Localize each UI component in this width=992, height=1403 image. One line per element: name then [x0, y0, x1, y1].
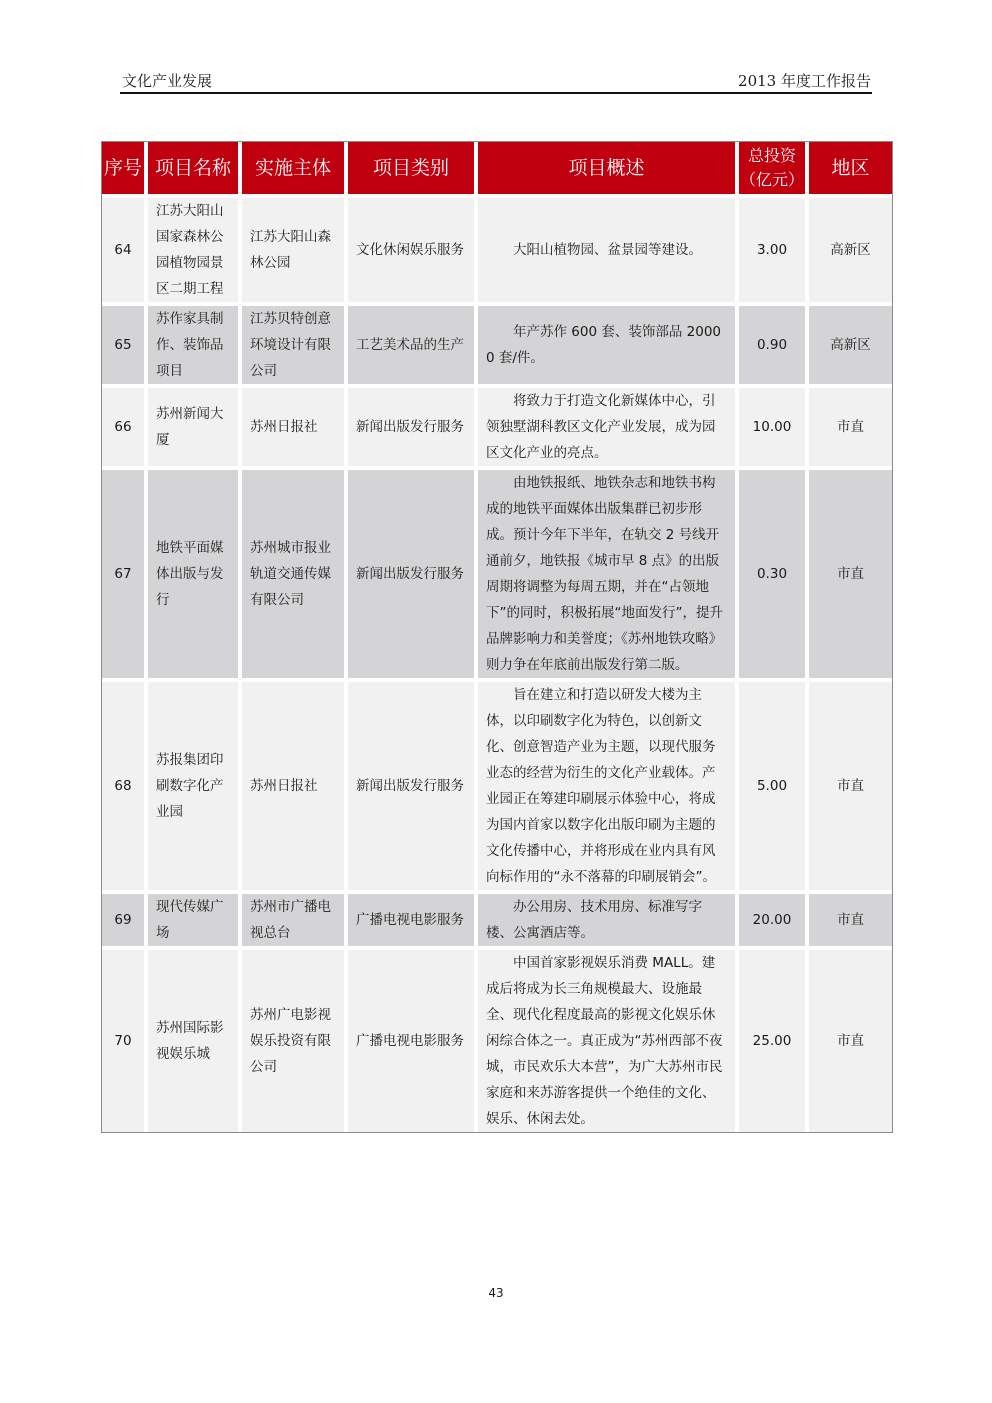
cell-name: 苏州新闻大厦: [148, 388, 242, 470]
page-number: 43: [488, 1286, 504, 1300]
cell-org: 江苏贝特创意环境设计有限公司: [242, 306, 348, 388]
cell-investment: 25.00: [739, 950, 809, 1132]
cell-investment: 10.00: [739, 388, 809, 470]
cell-region: 市直: [809, 470, 892, 682]
header-divider: [120, 92, 872, 94]
cell-no: 68: [102, 682, 148, 894]
cell-org: 苏州日报社: [242, 388, 348, 470]
cell-name: 苏作家具制作、装饰品项目: [148, 306, 242, 388]
cell-category: 广播电视电影服务: [348, 894, 478, 950]
table-row: [102, 894, 892, 950]
cell-org: 苏州广电影视娱乐投资有限公司: [242, 950, 348, 1132]
col-header-name: 项目名称: [148, 142, 242, 198]
cell-org: 江苏大阳山森林公园: [242, 198, 348, 306]
col-header-category: 项目类别: [348, 142, 478, 198]
cell-no: 64: [102, 198, 148, 306]
col-header-no: 序号: [102, 142, 148, 198]
col-header-region: 地区: [809, 142, 892, 198]
cell-category: 新闻出版发行服务: [348, 470, 478, 682]
cell-summary: 年产苏作 600 套、装饰部品 20000 套/件。: [478, 306, 739, 388]
cell-summary: 将致力于打造文化新媒体中心，引领独墅湖科教区文化产业发展，成为园区文化产业的亮点。: [478, 388, 739, 470]
cell-region: 高新区: [809, 198, 892, 306]
cell-investment: 0.90: [739, 306, 809, 388]
table-row: [102, 388, 892, 470]
cell-summary: 由地铁报纸、地铁杂志和地铁书构成的地铁平面媒体出版集群已初步形成。预计今年下半年，在轨交 2 号线开通前夕，地铁报《城市早 8 点》的出版周期将调整为每周五期，并在“占领地下”的同时，积极拓展“地面发行”，提升品牌影响力和美誉度；《苏州地铁攻略》则力争在年底前出版发行第二版。: [478, 470, 739, 682]
cell-region: 市直: [809, 388, 892, 470]
cell-name: 苏报集团印刷数字化产业园: [148, 682, 242, 894]
cell-region: 市直: [809, 894, 892, 950]
cell-no: 65: [102, 306, 148, 388]
table-row: [102, 682, 892, 894]
cell-investment: 0.30: [739, 470, 809, 682]
cell-investment: 20.00: [739, 894, 809, 950]
cell-no: 70: [102, 950, 148, 1132]
cell-summary: 旨在建立和打造以研发大楼为主体，以印刷数字化为特色，以创新文化、创意智造产业为主题，以现代服务业态的经营为衍生的文化产业载体。产业园正在筹建印刷展示体验中心，将成为国内首家以数字化出版印刷为主题的文化传播中心，并将形成在业内具有风向标作用的“永不落幕的印刷展销会”。: [478, 682, 739, 894]
cell-org: 苏州日报社: [242, 682, 348, 894]
col-header-investment: 总投资（亿元）: [739, 142, 809, 198]
table-row: [102, 306, 892, 388]
cell-no: 67: [102, 470, 148, 682]
cell-name: 江苏大阳山国家森林公园植物园景区二期工程: [148, 198, 242, 306]
cell-category: 广播电视电影服务: [348, 950, 478, 1132]
cell-summary: 大阳山植物园、盆景园等建设。: [478, 198, 739, 306]
header-report-title: 2013 年度工作报告: [738, 72, 871, 90]
cell-category: 文化休闲娱乐服务: [348, 198, 478, 306]
cell-name: 地铁平面媒体出版与发行: [148, 470, 242, 682]
table-header-row: [102, 142, 892, 198]
cell-name: 现代传媒广场: [148, 894, 242, 950]
cell-region: 市直: [809, 682, 892, 894]
cell-no: 66: [102, 388, 148, 470]
header-section-title: 文化产业发展: [122, 72, 213, 90]
cell-region: 高新区: [809, 306, 892, 388]
cell-summary: 办公用房、技术用房、标准写字楼、公寓酒店等。: [478, 894, 739, 950]
cell-org: 苏州城市报业轨道交通传媒有限公司: [242, 470, 348, 682]
cell-category: 新闻出版发行服务: [348, 388, 478, 470]
cell-org: 苏州市广播电视总台: [242, 894, 348, 950]
cell-category: 工艺美术品的生产: [348, 306, 478, 388]
cell-no: 69: [102, 894, 148, 950]
cell-category: 新闻出版发行服务: [348, 682, 478, 894]
col-header-org: 实施主体: [242, 142, 348, 198]
cell-investment: 3.00: [739, 198, 809, 306]
cell-name: 苏州国际影视娱乐城: [148, 950, 242, 1132]
cell-summary: 中国首家影视娱乐消费 MALL。建成后将成为长三角规模最大、设施最全、现代化程度最高的影视文化娱乐休闲综合体之一。真正成为“苏州西部不夜城，市民欢乐大本营”，为广大苏州市民家庭和来苏游客提供一个绝佳的文化、娱乐、休闲去处。: [478, 950, 739, 1132]
table-row: [102, 470, 892, 682]
col-header-summary: 项目概述: [478, 142, 739, 198]
cell-investment: 5.00: [739, 682, 809, 894]
table-row: [102, 198, 892, 306]
project-table: [101, 141, 893, 1133]
table-row: [102, 950, 892, 1132]
cell-region: 市直: [809, 950, 892, 1132]
